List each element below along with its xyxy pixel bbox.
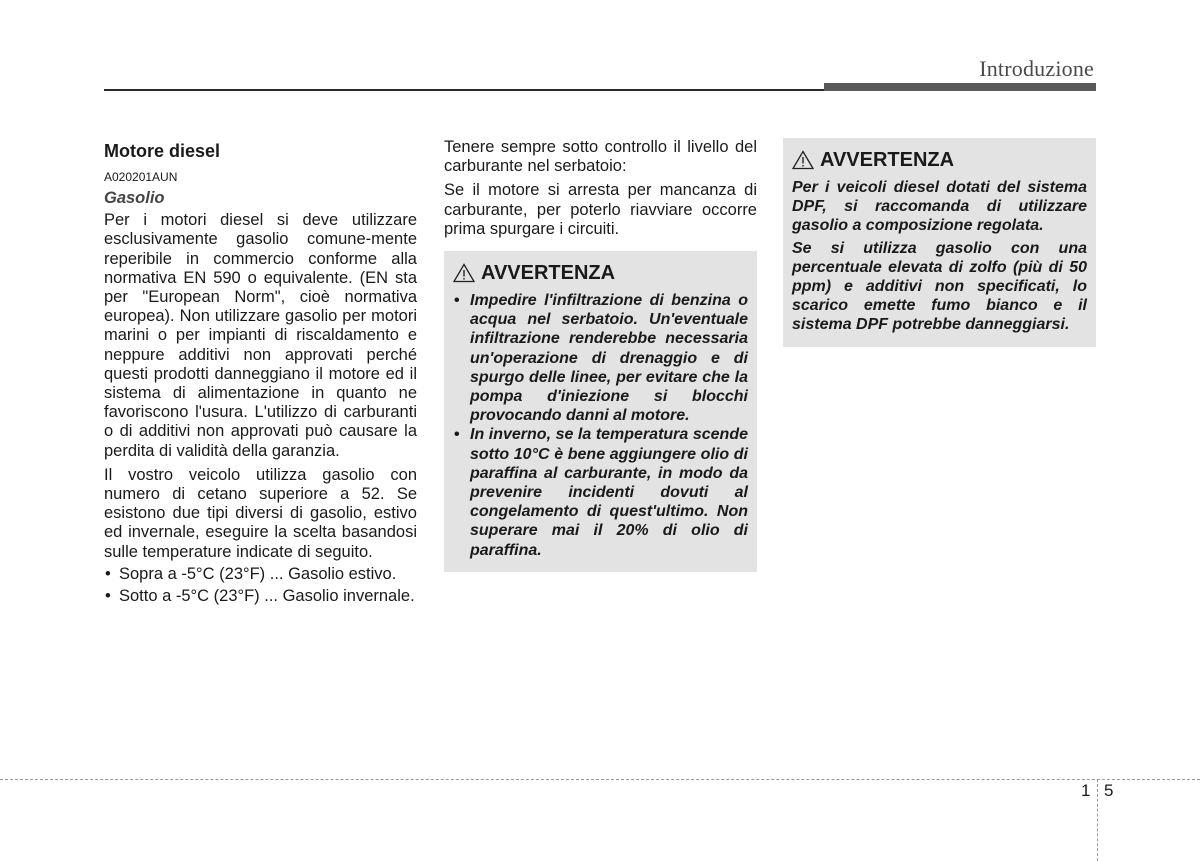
- warning-triangle-icon: [792, 150, 814, 170]
- footer-rule: [0, 779, 1200, 780]
- paragraph: Se il motore si arresta per mancanza di carburante, per poterlo riavviare occorre prima spurgare i circuiti.: [444, 181, 757, 238]
- header-rule-accent: [824, 83, 1096, 91]
- warning-item: • In inverno, se la temperatura scende sotto 10°C è bene aggiungere olio di paraffina al carburante, in modo da prevenire incidenti dovuti al congelamento di quest'ultimo. Non superare mai il 20% di olio di paraffina.: [453, 425, 748, 559]
- column-middle: [444, 138, 757, 572]
- page-number: 5: [1104, 781, 1114, 800]
- list-item: • Sotto a -5°C (23°F) ... Gasolio invernale.: [104, 587, 417, 606]
- warning-title: AVVERTENZA: [820, 149, 955, 171]
- column-left: [104, 138, 417, 609]
- warning-item: • Impedire l'infiltrazione di benzina o acqua nel serbatoio. Un'eventuale infiltrazione renderebbe necessaria un'operazione di drenaggio e di spurgo delle linee, per evitare che la pompa d'iniezione si blocchi provocando danni al motore.: [453, 291, 748, 425]
- page-header-title: Introduzione: [979, 56, 1094, 81]
- section-heading: Motore diesel: [104, 141, 221, 161]
- fuel-temperature-list: [104, 565, 417, 606]
- warning-box: [444, 251, 757, 572]
- paragraph: Per i motori diesel si deve utilizzare esclusivamente gasolio comune-mente reperibile in commercio conforme alla normativa EN 590 o equivalente. (EN sta per "European Norm", cioè normativa europea). Non utilizzare gasolio per motori marini o per impianti di riscaldamento e neppure additivi non approvati perché questi prodotti danneggiano il motore ed il sistema di alimentazione in quanto ne favoriscono l'usura. L'utilizzo di carburanti o di additivi non approvati può causare la perdita di validità della garanzia.: [104, 211, 417, 460]
- warning-box: [783, 138, 1096, 347]
- paragraph: Il vostro veicolo utilizza gasolio con numero di cetano superiore a 52. Se esistono due tipi diversi di gasolio, estivo ed invernale, eseguire la scelta basandosi sulle temperature indicate di seguito.: [104, 465, 417, 561]
- footer-divider: [1097, 779, 1098, 861]
- section-subheading: Gasolio: [104, 189, 165, 207]
- warning-title: AVVERTENZA: [481, 262, 616, 285]
- section-code: A020201AUN: [104, 170, 178, 184]
- chapter-number: 1: [1081, 781, 1091, 800]
- paragraph: Tenere sempre sotto controllo il livello del carburante nel serbatoio:: [444, 138, 757, 176]
- header-rule: [104, 89, 826, 91]
- list-item: • Sopra a -5°C (23°F) ... Gasolio estivo.: [104, 565, 417, 584]
- column-right: [783, 138, 1096, 347]
- warning-text: Se si utilizza gasolio con una percentuale elevata di zolfo (più di 50 ppm) e additivi non specificati, lo scarico emette fumo bianco e il sistema DPF potrebbe danneggiarsi.: [792, 239, 1087, 334]
- warning-triangle-icon: [453, 263, 475, 283]
- warning-text: Per i veicoli diesel dotati del sistema DPF, si raccomanda di utilizzare gasolio a composizione regolata.: [792, 179, 1087, 235]
